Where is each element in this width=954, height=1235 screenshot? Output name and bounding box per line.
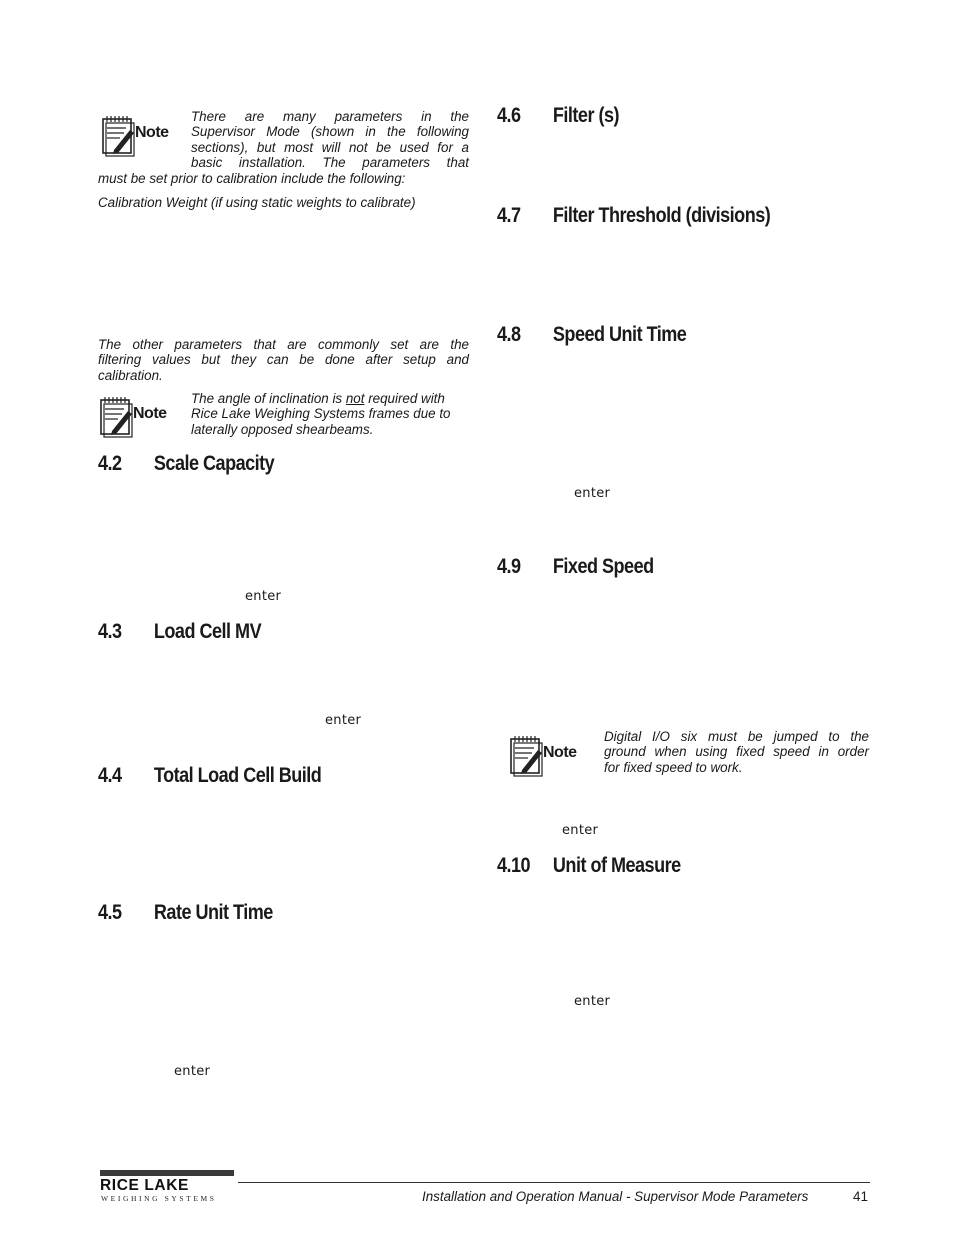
note-label: Note (543, 744, 577, 761)
heading-4-7 (497, 204, 770, 228)
note-icon-2 (98, 395, 174, 439)
enter-key-label: enter (562, 823, 599, 838)
other-params-line: filtering values but they can be done after setup and (98, 352, 469, 368)
note2-line1 (191, 391, 471, 406)
heading-4-5 (98, 901, 273, 925)
note2-text (191, 391, 471, 437)
enter-key-label: enter (174, 1064, 211, 1079)
heading-4-9 (497, 555, 654, 579)
footer-rule (238, 1182, 870, 1183)
section-number: 4.2 (98, 452, 122, 475)
note-label: Note (133, 405, 167, 422)
note-label: Note (135, 124, 169, 141)
heading-4-4 (98, 764, 321, 788)
section-number: 4.7 (497, 204, 521, 227)
calibration-weight-text: Calibration Weight (if using static weights to calibrate) (98, 195, 416, 210)
logo-sub-text: WEIGHING SYSTEMS (101, 1194, 217, 1203)
section-number: 4.4 (98, 764, 122, 787)
section-title: Filter (s) (552, 104, 619, 127)
logo-main-text: RICE LAKE (100, 1177, 189, 1194)
note2-after: required with (364, 391, 445, 406)
section-number: 4.5 (98, 901, 122, 924)
section-title: Speed Unit Time (552, 323, 687, 346)
section-title: Load Cell MV (153, 620, 262, 643)
page-number: 41 (853, 1189, 868, 1204)
note2-line3: laterally opposed shearbeams. (191, 421, 374, 437)
note1-line: There are many parameters in the (191, 109, 469, 124)
heading-4-8 (497, 323, 686, 347)
heading-4-2 (98, 452, 274, 476)
enter-key-label: enter (574, 994, 611, 1009)
note3-line: for fixed speed to work. (604, 759, 743, 775)
other-params-line: The other parameters that are commonly set are the (98, 337, 469, 352)
other-params-text (98, 337, 469, 383)
section-number: 4.9 (497, 555, 521, 578)
heading-4-10 (497, 854, 681, 878)
note1-text (191, 109, 469, 171)
section-number: 4.6 (497, 104, 521, 127)
section-title: Total Load Cell Build (153, 764, 322, 787)
note-icon-3 (508, 734, 584, 778)
section-title: Unit of Measure (552, 854, 681, 877)
note3-line: ground when using fixed speed in order (604, 744, 869, 760)
note1-last-line: must be set prior to calibration include the following: (98, 171, 406, 186)
footer-title: Installation and Operation Manual - Supervisor Mode Parameters (422, 1189, 809, 1204)
note3-text (604, 729, 869, 775)
logo-bar (100, 1170, 234, 1176)
section-number: 4.3 (98, 620, 122, 643)
enter-key-label: enter (574, 486, 611, 501)
section-title: Rate Unit Time (153, 901, 273, 924)
note1-line: basic installation. The parameters that (191, 155, 469, 171)
note1-line: sections), but most will not be used for a (191, 139, 469, 155)
note2-line2: Rice Lake Weighing Systems frames due to (191, 406, 451, 422)
section-title: Scale Capacity (153, 452, 275, 475)
other-params-line: calibration. (98, 367, 163, 383)
note2-underlined: not (345, 391, 365, 406)
rice-lake-logo (100, 1170, 234, 1204)
heading-4-6 (497, 104, 619, 128)
section-number: 4.8 (497, 323, 521, 346)
heading-4-3 (98, 620, 261, 644)
section-title: Filter Threshold (divisions) (552, 204, 771, 227)
enter-key-label: enter (325, 713, 362, 728)
note2-before: The angle of inclination is (191, 391, 346, 406)
section-number: 4.10 (497, 854, 531, 877)
note1-line: Supervisor Mode (shown in the following (191, 124, 469, 140)
note-icon-1 (100, 114, 176, 158)
section-title: Fixed Speed (552, 555, 654, 578)
note3-line: Digital I/O six must be jumped to the (604, 729, 869, 744)
enter-key-label: enter (245, 589, 282, 604)
